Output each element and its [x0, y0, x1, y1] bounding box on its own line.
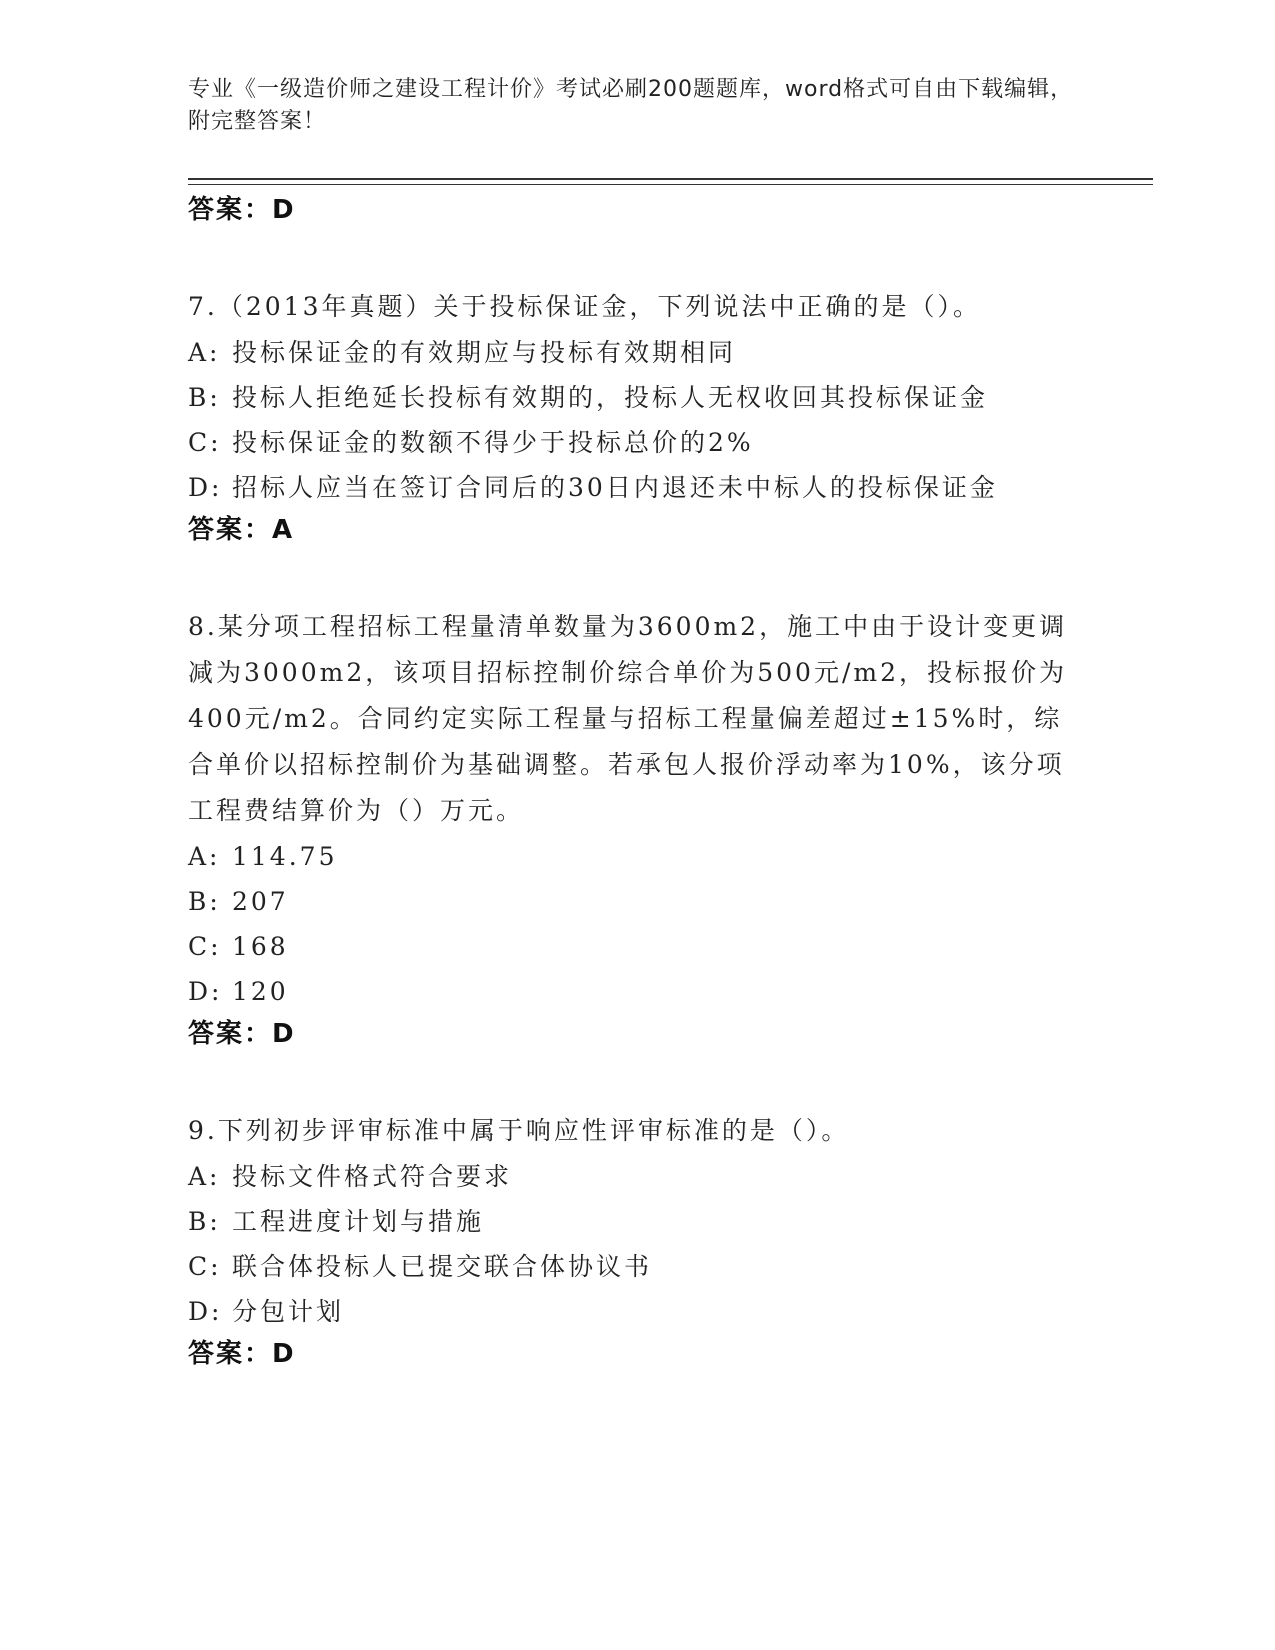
option-c: [188, 1244, 1088, 1289]
header-text: 专业《一级造价师之建设工程计价》考试必刷200题题库，word格式可自由下载编辑，附完整答案！: [188, 77, 1074, 134]
option-text: 投标文件格式符合要求: [232, 1162, 513, 1191]
option-letter: C:: [188, 932, 222, 961]
answer-label: 答案：D: [188, 1339, 296, 1369]
option-text: 投标保证金的有效期应与投标有效期相同: [232, 338, 737, 367]
option-d: [188, 1289, 1088, 1334]
option-letter: C:: [188, 1252, 222, 1281]
option-letter: D:: [188, 473, 223, 502]
option-a: [188, 834, 1088, 879]
question-stem: 8.某分项工程招标工程量清单数量为3600m2，施工中由于设计变更调减为3000m2，该项目招标控制价综合单价为500元/m2，投标报价为400元/m2。合同约定实际工程量与招标工程量偏差超过±15%时，综合单价以招标控制价为基础调整。若承包人报价浮动率为10%，该分项工程费结算价为（）万元。: [188, 612, 1068, 825]
option-text: 投标人拒绝延长投标有效期的，投标人无权收回其投标保证金: [232, 383, 989, 412]
option-text: 招标人应当在签订合同后的30日内退还未中标人的投标保证金: [232, 473, 998, 502]
option-d: [188, 465, 1088, 510]
option-b: [188, 1199, 1088, 1244]
question-8: [188, 604, 1088, 1054]
question-stem: 9.下列初步评审标准中属于响应性评审标准的是（）。: [188, 1116, 850, 1145]
option-d: [188, 969, 1088, 1014]
option-letter: C:: [188, 428, 222, 457]
option-a: [188, 1154, 1088, 1199]
option-letter: B:: [188, 887, 221, 916]
document-body: [188, 190, 1088, 1374]
option-letter: D:: [188, 1297, 223, 1326]
option-c: [188, 420, 1088, 465]
option-text: 工程进度计划与措施: [232, 1207, 485, 1236]
option-letter: A:: [188, 1162, 221, 1191]
option-letter: D:: [188, 977, 223, 1006]
option-text: 联合体投标人已提交联合体协议书: [232, 1252, 653, 1281]
option-text: 207: [232, 887, 289, 916]
header-divider: [188, 178, 1153, 185]
question-stem: 7.（2013年真题）关于投标保证金，下列说法中正确的是（）。: [188, 292, 981, 321]
page-header: [188, 74, 1088, 138]
option-letter: B:: [188, 383, 221, 412]
option-letter: A:: [188, 842, 221, 871]
option-text: 168: [232, 932, 289, 961]
option-letter: B:: [188, 1207, 221, 1236]
option-text: 120: [232, 977, 289, 1006]
option-a: [188, 330, 1088, 375]
answer-label: 答案：D: [188, 195, 296, 225]
option-text: 分包计划: [232, 1297, 345, 1326]
question-9: [188, 1108, 1088, 1374]
option-b: [188, 375, 1088, 420]
question-7: [188, 284, 1088, 550]
answer-label: 答案：D: [188, 1019, 296, 1049]
option-c: [188, 924, 1088, 969]
option-letter: A:: [188, 338, 221, 367]
option-b: [188, 879, 1088, 924]
answer-label: 答案：A: [188, 515, 295, 545]
option-text: 114.75: [232, 842, 338, 871]
option-text: 投标保证金的数额不得少于投标总价的2%: [232, 428, 754, 457]
